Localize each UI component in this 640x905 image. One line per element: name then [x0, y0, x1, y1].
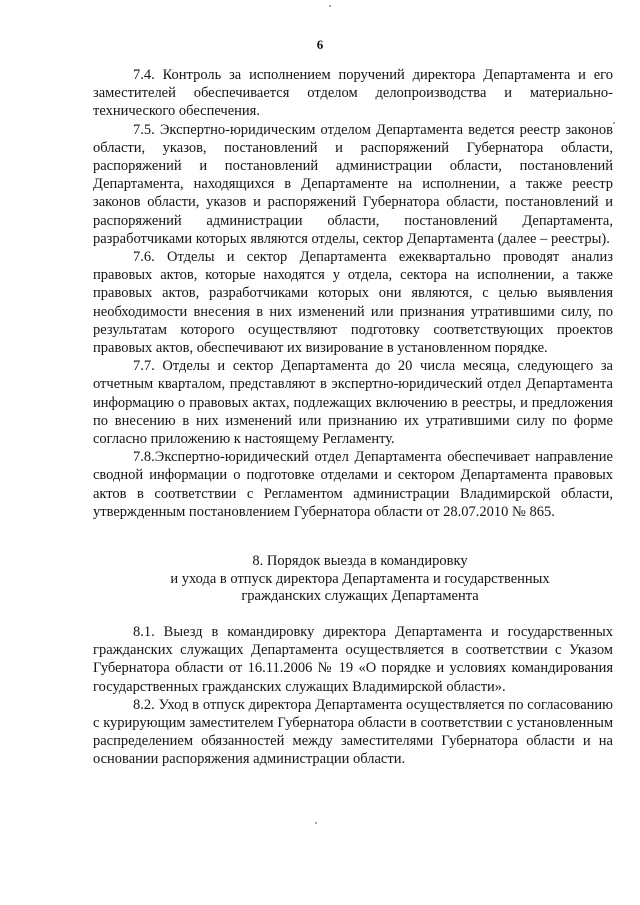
section-8-heading-line-1: 8. Порядок выезда в командировку [252, 553, 468, 569]
paragraph-7-6: 7.6. Отделы и сектор Департамента ежеквартально проводят анализ правовых актов, которые находятся у отдела, сектора на исполнении, а также правовых актов, разработчиками которых они являются, с целью выявления необходимости внесения в них изменений или признания утратившими силу, по результатам которого осуществляют подготовку соответствующих проектов правовых актов, обеспечивают их визирование в установленном порядке. [93, 249, 613, 357]
paragraph-7-7: 7.7. Отделы и сектор Департамента до 20 числа месяца, следующего за отчетным кварталом, представляют в экспертно-юридический отдел Департамента информацию о правовых актах, подлежащих включению в реестры, и предложения по внесению в них изменений или признанию их утратившими силу по форме согласно приложению к настоящему Регламенту. [93, 358, 613, 448]
paragraph-8-2: 8.2. Уход в отпуск директора Департамента осуществляется по согласованию с курирующим заместителем Губернатора области в соответствии с установленным распределением обязанностей между заместителями Губернатора области и на основании распоряжения администрации области. [93, 696, 613, 768]
section-8-text [93, 623, 613, 769]
paragraph-7-5: 7.5. Экспертно-юридическим отделом Департамента ведется реестр законов области, указов, постановлений и распоряжений Губернатора области, распоряжений и постановлений администрации области, постановлений Департамента, находящихся в Департаменте на исполнении, а также реестр законов области, указов и распоряжений Губернатора области, постановлений и распоряжений администрации области, постановлений Департамента, разработчиками которых являются отделы, сектор Департамента (далее – реестры). [93, 121, 613, 247]
scan-speck [329, 5, 331, 7]
paragraph-7-4: 7.4. Контроль за исполнением поручений директора Департамента и его заместителей обеспечивается отделом делопроизводства и материально-технического обеспечения. [93, 67, 613, 120]
paragraph-7-8: 7.8.Экспертно-юридический отдел Департамента обеспечивает направление сводной информации о подготовке отделами и сектором Департамента правовых актов в соответствии с Регламентом администрации Владимирской области, утвержденным постановлением Губернатора области от 28.07.2010 № 865. [93, 449, 613, 520]
page-number: 6 [316, 37, 324, 52]
section-8-heading [80, 553, 640, 606]
section-8-heading-line-3: гражданских служащих Департамента [241, 588, 479, 604]
scan-speck [315, 822, 317, 824]
section-8-heading-line-2: и ухода в отпуск директора Департамента и государственных [170, 570, 550, 587]
paragraph-8-1: 8.1. Выезд в командировку директора Департамента и государственных гражданских служащих Департамента осуществляется в соответствии с Указом Губернатора области от 16.11.2006 № 19 «О порядке и условиях командирования государственных гражданских служащих Владимирской области». [93, 624, 613, 695]
section-7-text [93, 66, 613, 521]
scan-speck [613, 122, 615, 124]
